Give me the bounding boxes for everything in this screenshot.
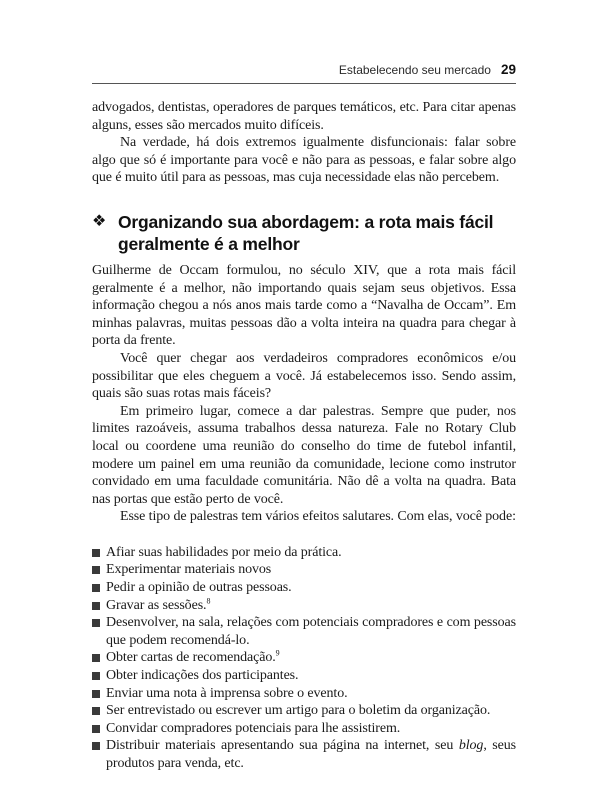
running-title: Estabelecendo seu mercado [338, 63, 491, 77]
list-item-text: Ser entrevistado ou escrever um artigo para o boletim da organização. [106, 703, 491, 719]
diamond-bullet-icon: ❖ [92, 212, 107, 230]
list-item-text-after: , seus produtos para venda, etc. [106, 738, 517, 771]
square-bullet-icon [92, 584, 100, 592]
square-bullet-icon [92, 742, 100, 750]
list-item-text-italic: blog [458, 738, 484, 754]
header-rule [92, 83, 516, 84]
list-item [92, 579, 516, 597]
square-bullet-icon [92, 707, 100, 715]
paragraph: Em primeiro lugar, comece a dar palestras. Sempre que puder, nos limites razoáveis, assuma trabalhos dessa natureza. Fale no Rotary Club local ou coordene uma reunião do conselho do time de futebol infantil, modere um painel em uma reunião da comunidade, lecione como instrutor convidado em uma faculdade comunitária. Não dê a volta na quadra. Bata nas portas que estão perto de você. [92, 403, 516, 507]
square-bullet-icon [92, 566, 100, 574]
list-item [92, 561, 516, 579]
square-bullet-icon [92, 602, 100, 610]
list-item-text [106, 649, 516, 667]
list-item-text: Pedir a opinião de outras pessoas. [106, 580, 292, 596]
square-bullet-icon [92, 672, 100, 680]
paragraph: Na verdade, há dois extremos igualmente disfuncionais: falar sobre algo que só é importante para você e não para as pessoas, e falar sobre algo que é muito útil para as pessoas, mas cuja necessidade elas não percebem. [92, 135, 516, 186]
paragraph-continued: advogados, dentistas, operadores de parques temáticos, etc. Para citar apenas alguns, esses são mercados muito difíceis. [92, 100, 516, 133]
section-title: Organizando sua abordagem: a rota mais fácil geralmente é a melhor [118, 211, 494, 255]
square-bullet-icon [92, 654, 100, 662]
list-item-text: Convidar compradores potenciais para lhe assistirem. [106, 720, 401, 736]
list-item-text-main: Gravar as sessões. [106, 597, 207, 613]
paragraph: Guilherme de Occam formulou, no século XIV, que a rota mais fácil geralmente é a melhor, não importando quais sejam seus objetivos. Essa informação chegou a nós anos mais tarde como a “Navalha de Occam”. Em minhas palavras, muitas pessoas dão a volta inteira na quadra para chegar à porta da frente. [92, 262, 516, 349]
paragraph: Você quer chegar aos verdadeiros compradores econômicos e/ou possibilitar que eles cheguem a você. Já estabelecemos isso. Sendo assim, quais são suas rotas mais fáceis? [92, 350, 516, 402]
list-item [92, 597, 516, 615]
section-heading [92, 211, 516, 256]
list-item-text [106, 737, 516, 772]
list-item-text: Enviar uma nota à imprensa sobre o evento. [106, 685, 348, 701]
list-item-text: Experimentar materiais novos [106, 562, 272, 578]
square-bullet-icon [92, 549, 100, 557]
list-item-text [106, 597, 516, 615]
list-item [92, 685, 516, 703]
square-bullet-icon [92, 725, 100, 733]
square-bullet-icon [92, 619, 100, 627]
list-item [92, 614, 516, 649]
list-item [92, 649, 516, 667]
paragraph: Esse tipo de palestras tem vários efeitos salutares. Com elas, você pode: [120, 509, 516, 525]
list-item-text-main: Obter cartas de recomendação. [106, 650, 276, 666]
list-item-text: Obter indicações dos participantes. [106, 668, 299, 684]
list-item-text: Afiar suas habilidades por meio da prática. [106, 544, 342, 560]
square-bullet-icon [92, 690, 100, 698]
list-item [92, 737, 516, 772]
list-item-text: Desenvolver, na sala, relações com potenciais compradores e com pessoas que podem recomendá-lo. [106, 615, 516, 648]
running-header [92, 62, 516, 80]
footnote-marker: 9 [275, 648, 280, 658]
bullet-list [92, 544, 516, 773]
list-item-text-before: Distribuir materiais apresentando sua página na internet, seu [106, 738, 459, 754]
footnote-marker: 8 [206, 596, 211, 605]
page-number: 29 [500, 62, 516, 77]
list-item [92, 667, 516, 685]
list-item [92, 702, 516, 720]
spacer [92, 526, 516, 544]
list-item [92, 544, 516, 562]
list-item [92, 720, 516, 738]
page-body [92, 99, 516, 773]
